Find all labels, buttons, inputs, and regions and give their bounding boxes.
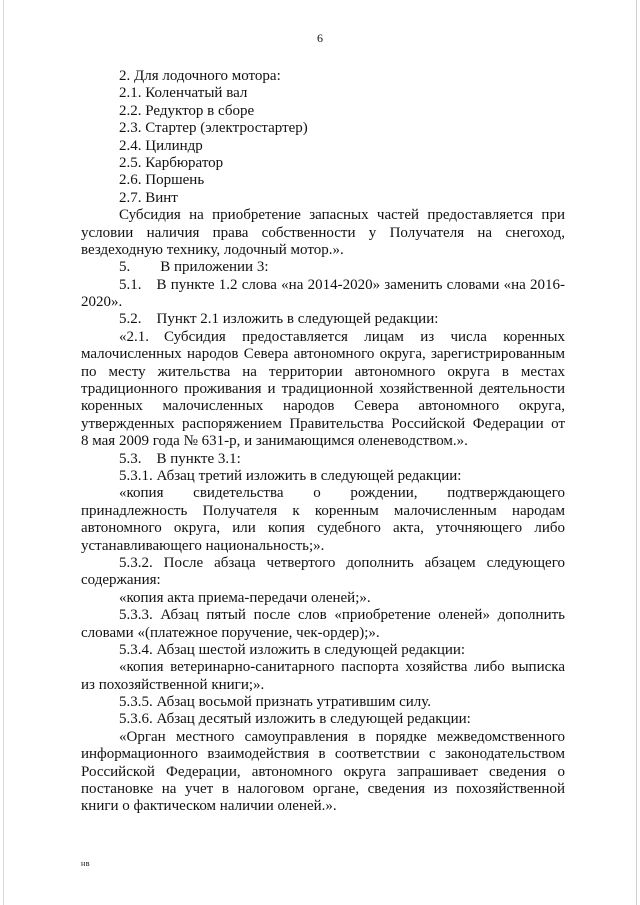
text-line: 5.3.3. Абзац пятый после слов «приобретение оленей» дополнить — [119, 607, 565, 624]
text-line: 2020». — [81, 294, 123, 311]
text-line: 5.3.4. Абзац шестой изложить в следующей редакции: — [119, 641, 466, 658]
page-number: 6 — [317, 31, 323, 45]
text-line: вездеходную технику, лодочный мотор.». — [81, 241, 344, 258]
text-line: «копия ветеринарно-санитарного паспорта хозяйства либо выписка — [119, 659, 565, 676]
text-line: 5.2. Пункт 2.1 изложить в следующей редакции: — [119, 311, 439, 328]
text-line: по месту жительства на территории автономного округа в местах — [81, 363, 565, 380]
text-line: 2. Для лодочного мотора: — [119, 68, 281, 84]
text-line: принадлежность Получателя к коренным малочисленным народам — [81, 502, 565, 519]
text-line: 2.6. Поршень — [119, 172, 205, 189]
text-line: содержания: — [81, 572, 161, 589]
text-line: устанавливающего национальность;». — [81, 537, 325, 554]
text-line: 5.3. В пункте 3.1: — [119, 450, 241, 467]
scan-edge-right — [636, 0, 637, 905]
text-line: «копия свидетельства о рождении, подтверждающего — [119, 485, 565, 502]
text-line: 5.3.2. После абзаца четвертого дополнить абзацем следующего — [119, 554, 565, 571]
text-line: 2.4. Цилиндр — [119, 137, 203, 154]
text-line: «2.1. Субсидия предоставляется лицам из числа коренных — [119, 328, 565, 345]
text-line: 5.3.6. Абзац десятый изложить в следующей редакции: — [119, 711, 471, 728]
text-line: Субсидия на приобретение запасных частей предоставляется при — [119, 207, 565, 224]
text-line: информационного взаимодействия в соответствии с законодательством — [81, 746, 565, 763]
text-line: из похозяйственной книги;». — [81, 676, 265, 693]
document-body — [81, 68, 565, 816]
text-line: коренных малочисленных народов Севера автономного округа, — [81, 398, 565, 415]
text-line: 2.7. Винт — [119, 189, 178, 206]
text-line: малочисленных народов Севера автономного округа, зарегистрированным — [81, 346, 565, 363]
text-line: 5. В приложении 3: — [119, 259, 269, 276]
text-line: 2.5. Карбюратор — [119, 154, 224, 171]
text-line: книги о фактическом наличии оленей.». — [81, 798, 337, 815]
text-line: словами «(платежное поручение, чек-ордер);». — [81, 624, 380, 641]
text-line: «копия акта приема-передачи оленей;». — [119, 589, 371, 606]
text-line: Российской Федерации, автономного округа запрашивает сведения о — [81, 763, 565, 780]
text-line: автономного округа, или копия судебного акта, уточняющего либо — [81, 520, 565, 537]
text-line: традиционного проживания и традиционной хозяйственной деятельности — [81, 381, 565, 398]
text-line: постановке на учет в налоговом органе, сведения из похозяйственной — [81, 781, 565, 798]
text-line: 2.1. Коленчатый вал — [119, 85, 248, 102]
text-line: 5.3.5. Абзац восьмой признать утратившим силу. — [119, 694, 432, 711]
scan-edge-left — [3, 0, 4, 905]
text-line: «Орган местного самоуправления в порядке межведомственного — [119, 728, 565, 745]
footer-mark: нв — [81, 859, 91, 868]
text-line: 5.3.1. Абзац третий изложить в следующей редакции: — [119, 467, 462, 484]
text-line: 2.2. Редуктор в сборе — [119, 102, 255, 119]
text-line: 8 мая 2009 года № 631-р, и занимающимся оленеводством.». — [81, 433, 468, 450]
text-line: условии наличия права собственности у Получателя на снегоход, — [81, 224, 565, 241]
text-line: 2.3. Стартер (электростартер) — [119, 120, 308, 137]
text-line: утвержденных распоряжением Правительства Российской Федерации от — [81, 415, 565, 432]
text-line: 5.1. В пункте 1.2 слова «на 2014-2020» заменить словами «на 2016- — [119, 276, 565, 293]
